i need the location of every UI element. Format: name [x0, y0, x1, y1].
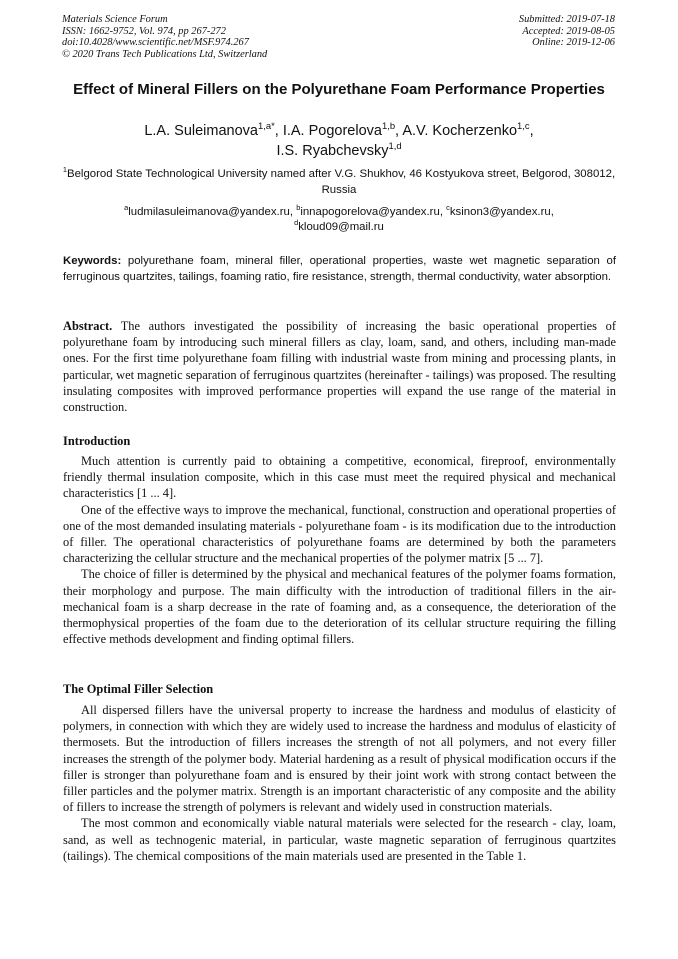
affiliation-mark: 1	[62, 165, 67, 175]
abstract-text: The authors investigated the possibility of increasing the basic operational properties of polyurethane foam by introducing such mineral fillers as clay, loam, sand, and others, including man-made ones. For the first time polyurethane foam filling with industrial waste from mining and processing plants, in particular, wet magnetic separation of ferruginous quartzites (hereinafter - tailings) was proposed. The resulting insulating composites with improved performance properties will expand the use range of the material in construction.	[63, 319, 617, 415]
email-separator: ,	[439, 206, 447, 218]
copyright-line: © 2020 Trans Tech Publications Ltd, Switzerland	[62, 48, 268, 60]
author-separator: ,	[274, 123, 283, 139]
author-list	[60, 122, 618, 161]
author-name: A.V. Kocherzenko	[402, 123, 518, 139]
paragraph: One of the effective ways to improve the mechanical, functional, construction and operational properties of one of the most demanded insulating materials - polyurethane foam - is its modification due to the introduction of filler. The operational characteristics of polyurethane foams are determined by both the parameters characterizing the cellular structure and the mechanical properties of the polymer matrix [5 ... 7].	[63, 502, 616, 566]
email-mark: b	[296, 203, 301, 213]
author-separator: ,	[529, 123, 534, 139]
author-separator: ,	[395, 123, 403, 139]
filler-selection-section	[63, 702, 616, 864]
paragraph: The choice of filler is determined by the physical and mechanical features of the polymer foams formation, their morphology and purpose. The main difficulty with the introduction of traditional fillers in the air-mechanical foam is a sharp decrease in the rate of foaming and, as a consequence, the deterioration of the thermophysical properties of the foam due to the deterioration of its cellular structure requiring the filling effective methods development and finding optimal fillers.	[63, 567, 616, 647]
email-list	[60, 205, 618, 234]
affiliation	[60, 167, 618, 199]
email-address[interactable]: kloud09@mail.ru	[298, 220, 384, 233]
author-name: I.S. Ryabchevsky	[276, 142, 389, 159]
doi-line: doi:10.4028/www.scientific.net/MSF.974.267	[62, 37, 249, 49]
email-mark: a	[124, 203, 129, 213]
abstract-label: Abstract.	[63, 319, 113, 333]
keywords-block	[63, 253, 616, 285]
email-address[interactable]: ksinon3@yandex.ru	[449, 206, 551, 218]
online-date: Online: 2019-12-06	[532, 37, 615, 49]
author-affiliation-mark: 1,c	[517, 120, 530, 132]
email-mark: c	[446, 203, 450, 213]
paragraph: Much attention is currently paid to obtaining a competitive, economical, fireproof, environmentally friendly thermal insulation composite, which in this case must meet the required physical and mechanical characteristics [1 ... 4].	[63, 454, 616, 501]
email-address[interactable]: ludmilasuleimanova@yandex.ru	[128, 206, 290, 218]
journal-name: Materials Science Forum	[62, 14, 168, 25]
paper-title: Effect of Mineral Fillers on the Polyurethane Foam Performance Properties	[73, 81, 605, 98]
section-heading-introduction: Introduction	[63, 434, 131, 448]
email-separator: ,	[289, 206, 297, 218]
author-name: I.A. Pogorelova	[282, 123, 382, 139]
author-affiliation-mark: 1,b	[381, 120, 396, 132]
keywords-label: Keywords:	[63, 255, 122, 267]
submitted-date: Submitted: 2019-07-18	[518, 14, 615, 25]
keywords-text: polyurethane foam, mineral filler, operational properties, waste wet magnetic separation of ferruginous quartzites, tailings, foaming ratio, fire resistance, strength, thermal conductivity, water absorption.	[63, 255, 617, 284]
abstract-block	[63, 318, 616, 415]
journal-info	[62, 14, 267, 60]
author-affiliation-mark: 1,a*	[258, 120, 275, 132]
paragraph: All dispersed fillers have the universal property to increase the hardness and modulus of elasticity of polymers, in connection with which they are widely used to increase the hardness and modulus of elasticity of thermosets. But the introduction of fillers increases the strength of not all polymers, and not every filler increases the strength of the polymer body. Material hardening as a result of physical modification occurs if the filler is stronger than polyurethane foam and is ensured by their joint work with strong contact between the filler particles and the polymer matrix. Strength is an important characteristic of any composite and the ability of fillers to increase the strength of polymers is relevant and widely used in construction materials.	[63, 703, 616, 815]
author-name: L.A. Suleimanova	[144, 123, 258, 139]
section-heading-filler-selection: The Optimal Filler Selection	[63, 682, 214, 696]
accepted-date: Accepted: 2019-08-05	[522, 25, 615, 37]
issn-line: ISSN: 1662-9752, Vol. 974, pp 267-272	[62, 25, 226, 37]
paragraph: The most common and economically viable natural materials were selected for the research - clay, loam, sand, as well as technogenic material, in particular, waste magnetic separation of ferruginous quartzites (tailings). The chemical compositions of the main materials used are presented in the Table 1.	[63, 816, 616, 863]
email-mark: d	[294, 217, 299, 227]
email-address[interactable]: innapogorelova@yandex.ru	[300, 206, 440, 218]
introduction-section	[63, 453, 616, 647]
email-separator: ,	[550, 206, 554, 218]
publication-dates	[519, 14, 615, 49]
author-affiliation-mark: 1,d	[388, 139, 402, 151]
affiliation-text: Belgorod State Technological University named after V.G. Shukhov, 46 Kostyukova street, Belgorod, 308012, Russia	[66, 168, 616, 196]
